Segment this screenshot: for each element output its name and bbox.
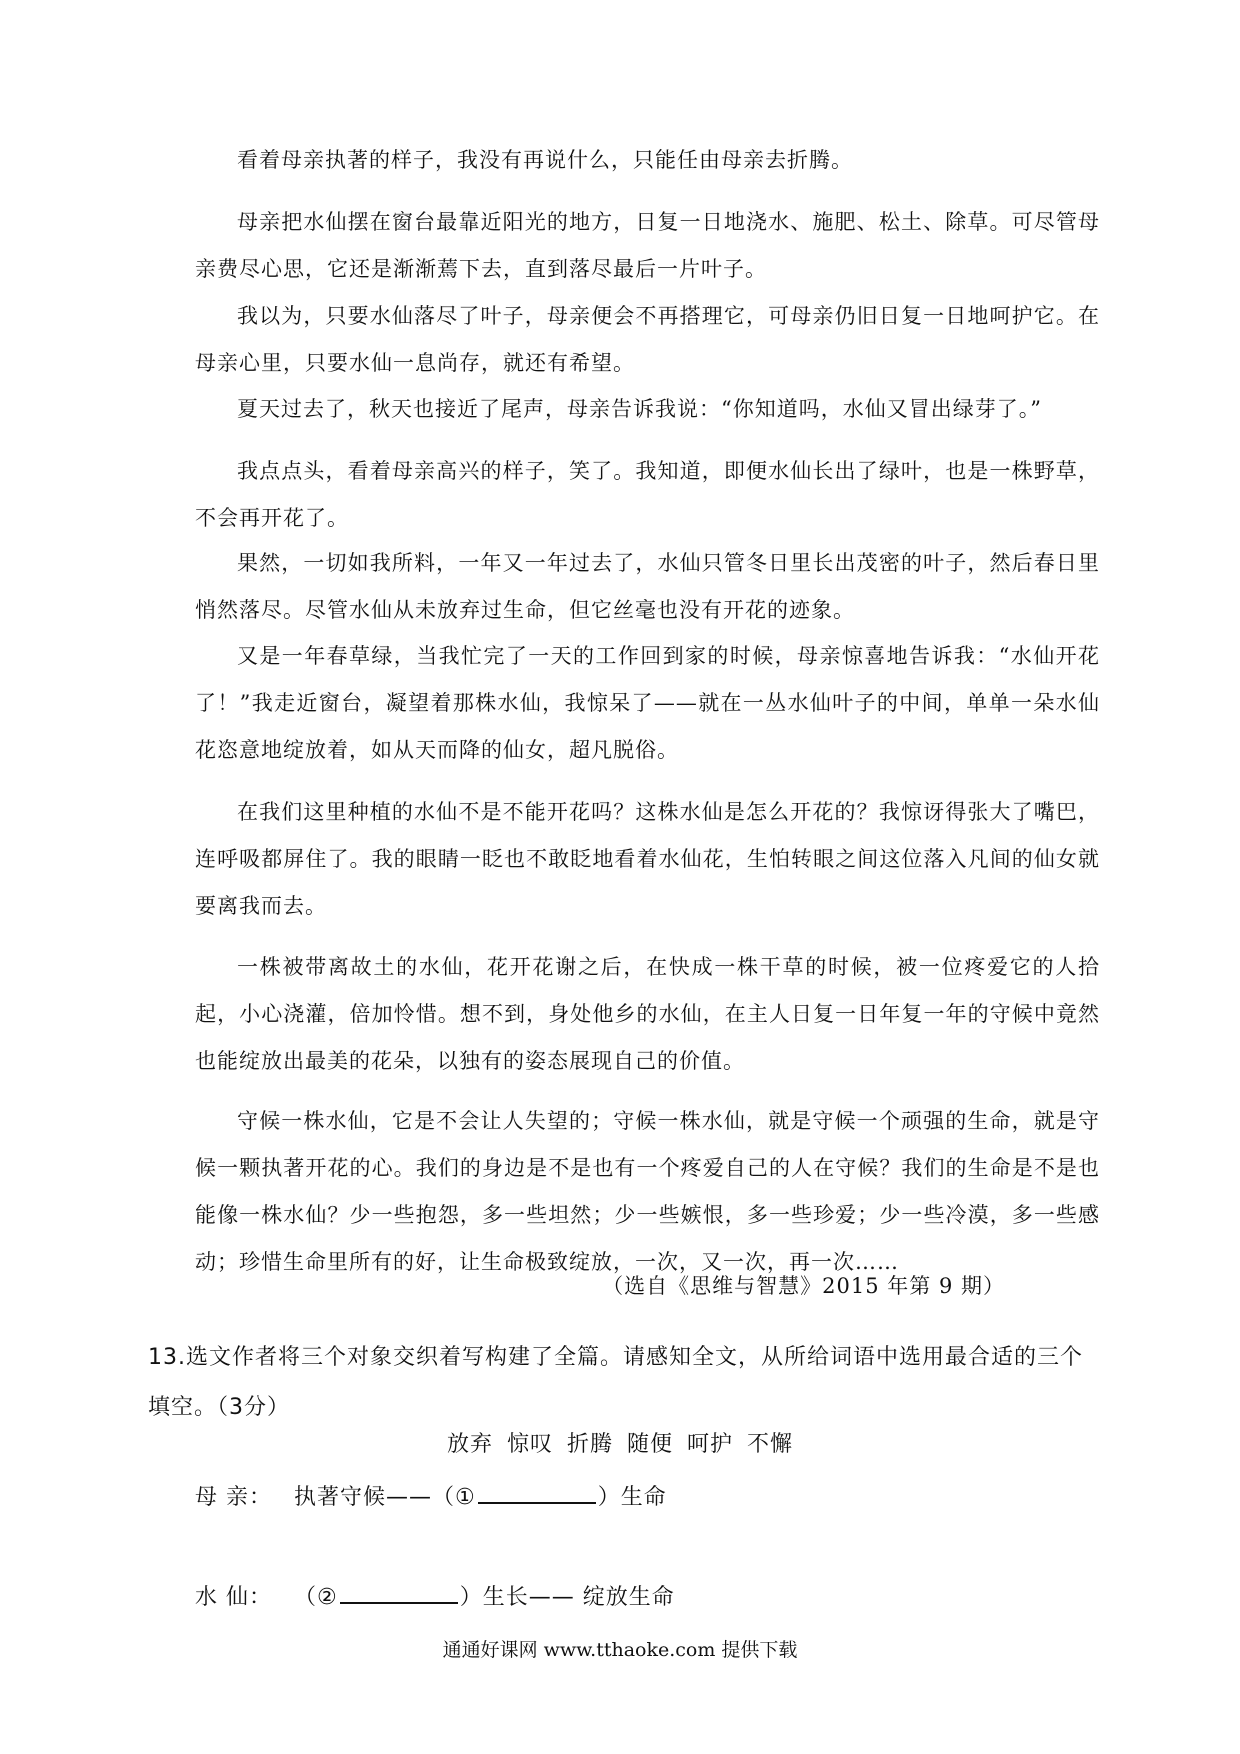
word-bank-item: 随便 (627, 1432, 674, 1457)
passage-paragraph-3: 我以为，只要水仙落尽了叶子，母亲便会不再搭理它，可母亲仍旧日复一日地呵护它。在母亲心里，只要水仙一息尚存，就还有希望。 (195, 304, 1100, 375)
passage-paragraph-8: 在我们这里种植的水仙不是不能开花吗？这株水仙是怎么开花的？我惊讶得张大了嘴巴，连呼吸都屏住了。我的眼睛一眨也不敢眨地看着水仙花，生怕转眼之间这位落入凡间的仙女就要离我而去。 (195, 800, 1100, 918)
fill-line-text-before: 执著守候——（① (294, 1485, 476, 1510)
word-bank-item: 放弃 (446, 1432, 493, 1457)
source-citation: （选自《思维与智慧》2015 年第 9 期） (602, 1274, 1005, 1298)
passage-paragraph-9: 一株被带离故土的水仙，花开花谢之后，在快成一株干草的时候，被一位疼爱它的人拾起，小心浇灌，倍加怜惜。想不到，身处他乡的水仙，在主人日复一日年复一年的守候中竟然也能绽放出最美的花朵，以独有的姿态展现自己的价值。 (195, 955, 1100, 1073)
passage-paragraph-7: 又是一年春草绿，当我忙完了一天的工作回到家的时候，母亲惊喜地告诉我：“水仙开花了！”我走近窗台，凝望着那株水仙，我惊呆了——就在一丛水仙叶子的中间，单单一朵水仙花恣意地绽放着，如从天而降的仙女，超凡脱俗。 (195, 644, 1100, 762)
passage-paragraph-5: 我点点头，看着母亲高兴的样子，笑了。我知道，即便水仙长出了绿叶，也是一株野草，不会再开花了。 (195, 459, 1100, 530)
word-bank (0, 1427, 1240, 1458)
fill-line-text-after: ）生长—— 绽放生命 (459, 1585, 675, 1610)
word-bank-item: 呵护 (687, 1432, 734, 1457)
passage-paragraph-6: 果然，一切如我所料，一年又一年过去了，水仙只管冬日里长出茂密的叶子，然后春日里悄然落尽。尽管水仙从未放弃过生命，但它丝毫也没有开花的迹象。 (195, 551, 1100, 622)
answer-blank-2[interactable] (340, 1580, 458, 1604)
fill-line-label: 母 亲： (195, 1485, 272, 1510)
passage-paragraph-4: 夏天过去了，秋天也接近了尾声，母亲告诉我说：“你知道吗，水仙又冒出绿芽了。” (237, 397, 1042, 421)
word-bank-item: 不懈 (747, 1432, 794, 1457)
answer-blank-1[interactable] (478, 1480, 596, 1504)
fill-line-text-after: ）生命 (597, 1485, 667, 1510)
question-13-prompt: 13.选文作者将三个对象交织着写构建了全篇。请感知全文，从所给词语中选用最合适的三个填空。（3分） (148, 1345, 1083, 1420)
passage-paragraph-1: 看着母亲执著的样子，我没有再说什么，只能任由母亲去折腾。 (237, 148, 853, 172)
word-bank-item: 惊叹 (506, 1432, 553, 1457)
page-footer: 通通好课网 www.tthaoke.com 提供下载 (442, 1639, 798, 1661)
fill-line-mother (195, 1480, 667, 1511)
fill-line-text-before: （② (294, 1585, 338, 1610)
fill-line-label: 水 仙： (195, 1585, 272, 1610)
word-bank-item: 折腾 (566, 1432, 613, 1457)
fill-line-narcissus (195, 1580, 675, 1611)
passage-paragraph-2: 母亲把水仙摆在窗台最靠近阳光的地方，日复一日地浇水、施肥、松土、除草。可尽管母亲费尽心思，它还是渐渐蔫下去，直到落尽最后一片叶子。 (195, 210, 1100, 281)
passage-paragraph-10: 守候一株水仙，它是不会让人失望的；守候一株水仙，就是守候一个顽强的生命，就是守候一颗执著开花的心。我们的身边是不是也有一个疼爱自己的人在守候？我们的生命是不是也能像一株水仙？少一些抱怨，多一些坦然；少一些嫉恨，多一些珍爱；少一些冷漠，多一些感动；珍惜生命里所有的好，让生命极致绽放，一次，又一次，再一次…… (195, 1109, 1100, 1274)
